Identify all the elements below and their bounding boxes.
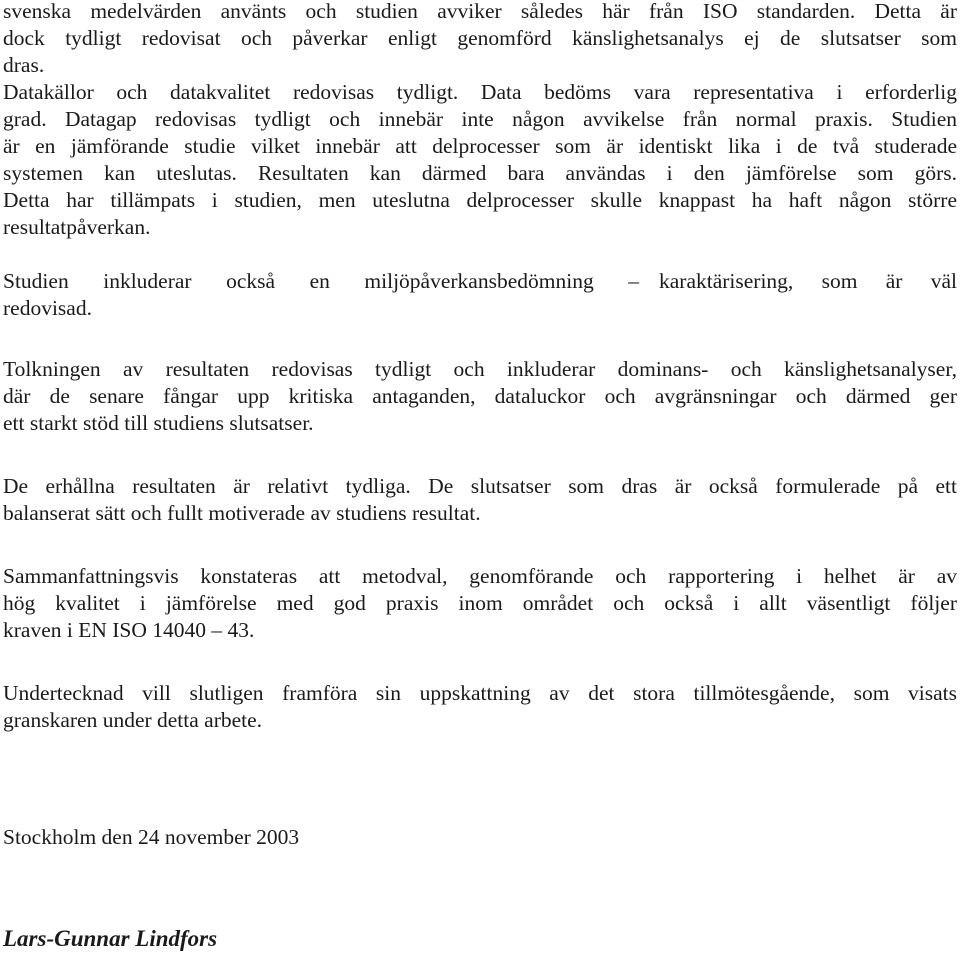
text-line: kraven i EN ISO 14040 – 43. <box>3 618 255 642</box>
text-line: Detta har tillämpats i studien, men uteslutna delprocesser skulle knappast ha haft någon större <box>3 188 957 212</box>
text-line: balanserat sätt och fullt motiverade av studiens resultat. <box>3 501 481 525</box>
text-line: svenska medelvärden använts och studien avviker således här från ISO standarden. Detta är <box>3 0 957 23</box>
text-line-left: Studien inkluderar också en miljöpåverkansbedömning – <box>3 269 639 293</box>
text-line: De erhållna resultaten är relativt tydliga. De slutsatser som dras är också formulerade på ett <box>3 474 957 498</box>
text-line: där de senare fångar upp kritiska antaganden, dataluckor och avgränsningar och därmed ger <box>3 384 957 408</box>
text-line: resultatpåverkan. <box>3 215 151 239</box>
text-line: granskaren under detta arbete. <box>3 708 263 732</box>
text-line: Sammanfattningsvis konstateras att metodval, genomförande och rapportering i helhet är av <box>3 564 957 588</box>
signature: Lars-Gunnar Lindfors <box>3 926 218 951</box>
text-line: dras. <box>3 53 45 77</box>
text-line: Datakällor och datakvalitet redovisas tydligt. Data bedöms vara representativa i erforderlig <box>3 80 957 104</box>
text-line: dock tydligt redovisat och påverkar enligt genomförd känslighetsanalys ej de slutsatser som <box>3 26 957 50</box>
place-date: Stockholm den 24 november 2003 <box>3 825 300 849</box>
text-line: grad. Datagap redovisas tydligt och innebär inte någon avvikelse från normal praxis. Studien <box>3 107 957 131</box>
text-line: hög kvalitet i jämförelse med god praxis inom området och också i allt väsentligt följer <box>3 591 957 615</box>
text-line: ett starkt stöd till studiens slutsatser. <box>3 411 314 435</box>
text-line: Tolkningen av resultaten redovisas tydligt och inkluderar dominans- och känslighetsanalyser, <box>3 357 957 381</box>
text-line: är en jämförande studie vilket innebär att delprocesser som är identiskt lika i de två studerade <box>3 134 957 158</box>
text-line: redovisad. <box>3 296 92 320</box>
text-line: Undertecknad vill slutligen framföra sin uppskattning av det stora tillmötesgående, som visats <box>3 681 957 705</box>
text-line: systemen kan uteslutas. Resultaten kan därmed bara användas i den jämförelse som görs. <box>3 161 957 185</box>
text-line-right: karaktärisering, som är väl <box>659 269 957 293</box>
